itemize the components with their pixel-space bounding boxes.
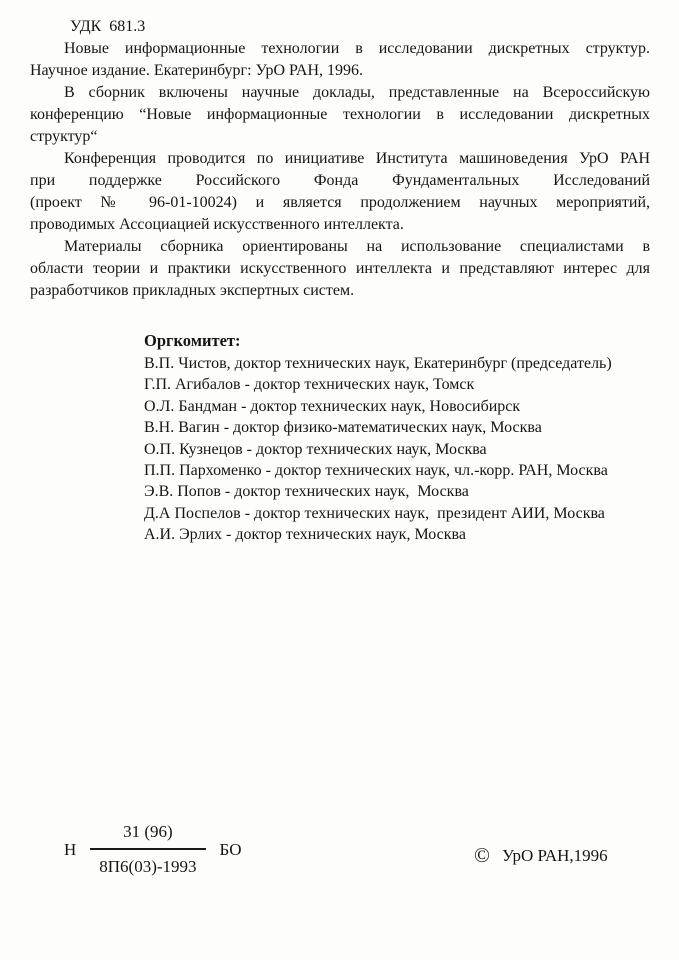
abstract-paragraph (30, 82, 650, 148)
text-line: Научное издание. Екатеринбург: УрО РАН, 1996. (30, 62, 363, 79)
committee-member: О.Л. Бандман - доктор технических наук, Новосибирск (144, 397, 521, 415)
text-line: конференцию “Новые информационные технологии в исследовании дискретных (30, 106, 650, 123)
committee-member: Г.П. Агибалов - доктор технических наук, Томск (144, 376, 475, 394)
text-line: Новые информационные технологии в исследовании дискретных структур. (64, 40, 650, 57)
committee-member: В.Н. Вагин - доктор физико-математических наук, Москва (144, 419, 542, 437)
edition-paragraph (30, 38, 650, 82)
text-line: при поддержке Российского Фонда Фундаментальных Исследований (30, 172, 650, 189)
committee-member: П.П. Пархоменко - доктор технических наук, чл.-корр. РАН, Москва (144, 462, 608, 480)
committee-member: А.И. Эрлих - доктор технических наук, Москва (144, 526, 466, 544)
classmark-prefix: Н (64, 839, 77, 859)
committee-header: Оргкомитет: (144, 331, 241, 350)
imprint-text-block (30, 16, 650, 546)
text-line: Конференция проводится по инициативе Института машиноведения УрО РАН (64, 150, 650, 167)
text-line: В сборник включены научные доклады, представленные на Всероссийскую (64, 84, 650, 101)
classmark-numerator: 31 (96) (123, 822, 173, 841)
library-classification-mark (64, 822, 241, 877)
committee-member: О.П. Кузнецов - доктор технических наук, Москва (144, 440, 487, 458)
copyright-text: УрО РАН,1996 (501, 845, 608, 865)
classmark-suffix: БО (219, 839, 242, 859)
committee-member: В.П. Чистов, доктор технических наук, Екатеринбург (председатель) (144, 355, 612, 372)
copyright-notice (474, 845, 608, 866)
text-line: проводимых Ассоциацией искусственного интеллекта. (30, 216, 404, 233)
classmark-denominator: 8П6(03)-1993 (90, 848, 205, 877)
text-line: разработчиков прикладных экспертных систем. (30, 282, 355, 299)
text-line: области теории и практики искусственного интеллекта и представляют интерес для (30, 260, 650, 277)
conference-paragraph (30, 148, 650, 236)
copyright-icon: © (474, 843, 490, 867)
audience-paragraph (30, 236, 650, 302)
text-line: структур“ (30, 128, 98, 145)
classmark-fraction (90, 822, 205, 877)
text-line: Материалы сборника ориентированы на использование специалистами в (64, 238, 650, 255)
udk-code: УДК 681.3 (70, 18, 146, 35)
committee-member: Э.В. Попов - доктор технических наук, Москва (144, 483, 469, 501)
organizing-committee (144, 328, 650, 546)
text-line: (проект № 96-01-10024) и является продолжением научных мероприятий, (30, 194, 650, 211)
committee-member: Д.А Поспелов - доктор технических наук, президент АИИ, Москва (144, 504, 605, 522)
